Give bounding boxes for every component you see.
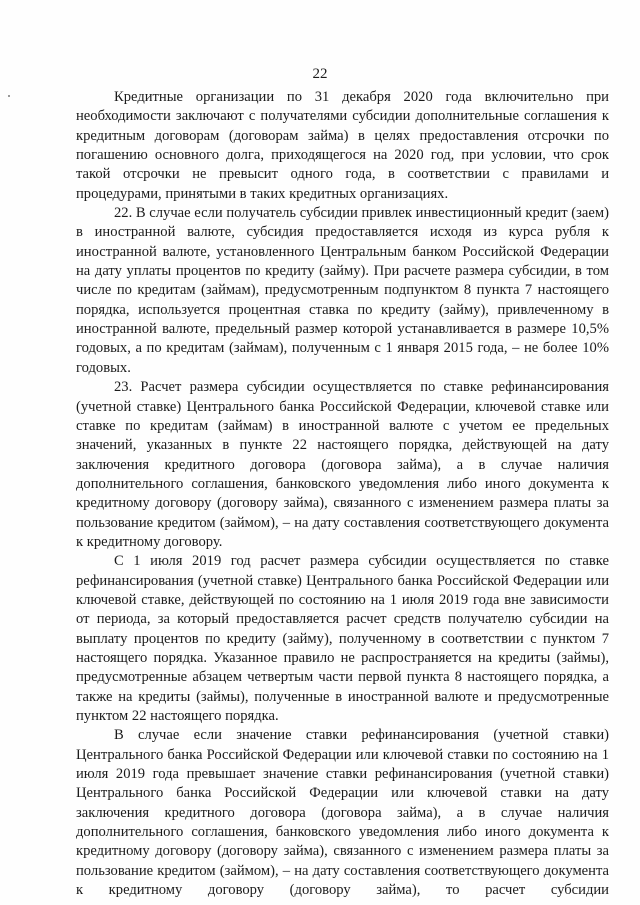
scan-mark bbox=[8, 95, 10, 97]
paragraph-item-22: 22. В случае если получатель субсидии привлек инвестиционный кредит (заем) в иностранной валюте, субсидия предоставляется исходя из курса рубля к иностранной валюте, установленного Центральным банком Российской Федерации на дату уплаты процентов по кредиту (займу). При расчете размера субсидии, в том числе по кредитам (займам), предусмотренным подпунктом 8 пункта 7 настоящего порядка, используется процентная ставка по кредиту (займу), привлеченному в иностранной валюте, предельный размер которой устанавливается в размере 10,5% годовых, а по кредитам (займам), полученным с 1 января 2015 года, – не более 10% годовых. bbox=[76, 205, 609, 376]
document-body bbox=[76, 88, 609, 900]
paragraph-rate-comparison: В случае если значение ставки рефинансирования (учетной ставки) Центрального банка Российской Федерации или ключевой ставки по состоянию на 1 июля 2019 года превышает значение ставки рефинансирования (учетной ставки) Центрального банка Российской Федерации или ключевой ставки на дату заключения кредитного договора (договора займа), а в случае наличия дополнительного соглашения, банковского уведомления либо иного документа к кредитному договору (договору займа), связанного с изменением размера платы за пользование кредитом (займом), – на дату составления соответствующего документа к кредитному договору (договору займа), то расчет субсидии bbox=[76, 727, 609, 899]
paragraph-item-23: 23. Расчет размера субсидии осуществляется по ставке рефинансирования (учетной ставке) Центрального банка Российской Федерации, ключевой ставке или ставке по кредитам (займам) в иностранной валюте с учетом ее предельных значений, указанных в пункте 22 настоящего порядка, действующей на дату заключения кредитного договора (договора займа), а в случае наличия дополнительного соглашения, банковского уведомления либо иного документа к кредитному договору (договору займа), связанного с изменением размера платы за пользование кредитом (займом), – на дату составления соответствующего документа к кредитному договору. bbox=[76, 379, 609, 550]
paragraph-july-2019-calculation: С 1 июля 2019 год расчет размера субсидии осуществляется по ставке рефинансирования (учетной ставке) Центрального банка Российской Федерации или ключевой ставке, действующей по состоянию на 1 июля 2019 года вне зависимости от периода, за который предоставляется расчет средств получателю субсидии на выплату процентов по кредиту (займу), полученному в соответствии с пунктом 7 настоящего порядка. Указанное правило не распространяется на кредиты (займы), предусмотренные абзацем четвертым части первой пункта 8 настоящего порядка, а также на кредиты (займы), полученные в иностранной валюте и предусмотренные пунктом 22 настоящего порядка. bbox=[76, 553, 609, 724]
paragraph-credit-organizations: Кредитные организации по 31 декабря 2020 года включительно при необходимости заключают с получателями субсидии дополнительные соглашения к кредитным договорам (договорам займа) в целях предоставления отсрочки по погашению основного долга, приходящегося на 2020 год, при условии, что срок такой отсрочки не превысит одного года, в соответствии с правилами и процедурами, принятыми в таких кредитных организациях. bbox=[76, 89, 609, 202]
page-number: 22 bbox=[312, 66, 328, 82]
